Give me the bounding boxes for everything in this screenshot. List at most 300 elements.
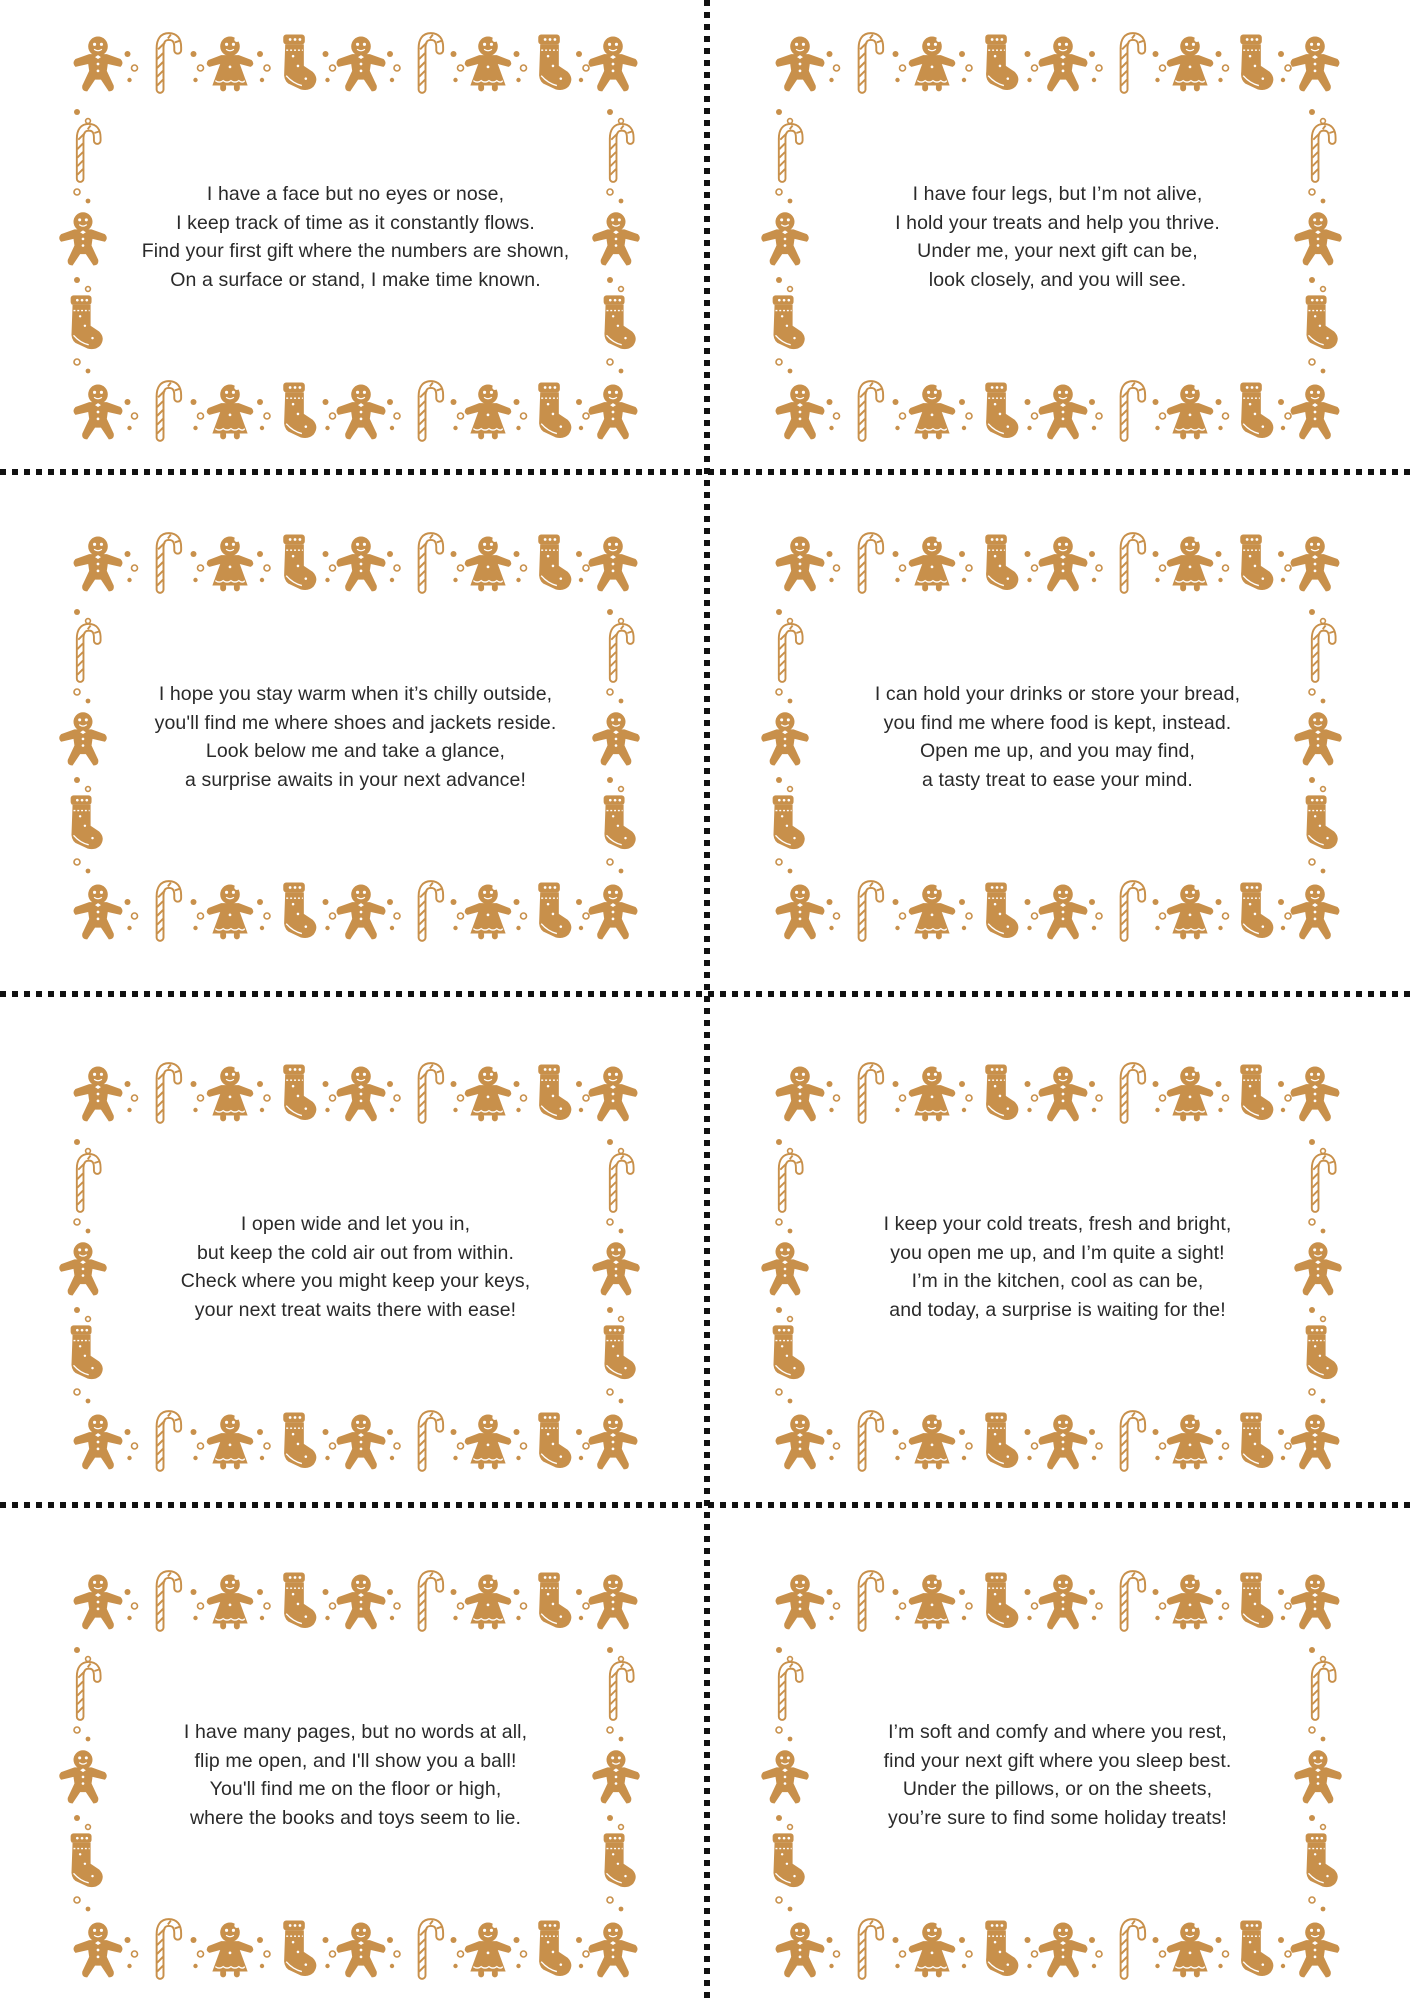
candy-cane-icon (1121, 383, 1145, 438)
dot-icon (193, 1456, 197, 1460)
stocking-cookie-icon (538, 35, 571, 90)
dot-icon (86, 1399, 91, 1404)
gingerbread-man-icon (776, 537, 825, 592)
dot-icon (619, 1149, 624, 1154)
dot-icon (1281, 1616, 1285, 1620)
dot-icon (583, 565, 589, 571)
dot-icon (1096, 1095, 1102, 1101)
dot-icon (74, 689, 80, 695)
dot-icon (1223, 413, 1229, 419)
gingerbread-man-icon (74, 1067, 123, 1122)
dot-icon (516, 426, 520, 430)
dot-icon (1216, 1937, 1222, 1943)
gingerbread-man-icon (337, 537, 386, 592)
candy-cane-icon (859, 535, 883, 590)
dot-icon (1285, 913, 1291, 919)
dot-icon (1309, 777, 1315, 783)
dot-icon (323, 399, 329, 405)
riddle-text: I open wide and let you in, but keep the cold air out from within. Check where you might keep your keys, your next treat waits there with ease! (180, 1213, 531, 1321)
stocking-cookie-icon (538, 1573, 571, 1628)
dot-icon (1285, 1603, 1291, 1609)
dot-icon (125, 899, 131, 905)
gingerbread-man-icon (1039, 1415, 1088, 1470)
dot-icon (607, 1727, 613, 1733)
dot-icon (959, 1589, 965, 1595)
dot-icon (579, 1456, 583, 1460)
dot-icon (1218, 1456, 1222, 1460)
gingerbread-man-icon (74, 1923, 123, 1978)
dot-icon (458, 1095, 464, 1101)
dot-icon (86, 869, 91, 874)
dot-icon (125, 551, 131, 557)
dot-icon (74, 1815, 80, 1821)
gingerbread-man-icon (1294, 1242, 1342, 1295)
dot-icon (74, 277, 80, 283)
dot-icon (1160, 1443, 1166, 1449)
riddle-text: I have many pages, but no words at all, flip me open, and I'll show you a ball! You'll find me on the floor or high, where the books and toys seem to lie. (183, 1721, 528, 1829)
gingerbread-man-icon (1291, 37, 1340, 92)
dot-icon (579, 1964, 583, 1968)
dot-icon (193, 578, 197, 582)
dot-icon (619, 1737, 624, 1742)
gingerbread-man-icon (1291, 385, 1340, 440)
stocking-cookie-icon (604, 295, 636, 349)
dot-icon (330, 1603, 336, 1609)
dot-icon (1321, 1317, 1326, 1322)
dot-icon (198, 913, 204, 919)
gingerbread-girl-icon (207, 1415, 254, 1470)
dot-icon (1089, 1429, 1095, 1435)
dot-icon (132, 1603, 138, 1609)
dot-icon (966, 565, 972, 571)
dot-icon (576, 1429, 582, 1435)
dot-icon (330, 65, 336, 71)
gingerbread-girl-icon (909, 537, 956, 592)
dot-icon (1155, 426, 1159, 430)
dot-icon (959, 51, 965, 57)
gingerbread-man-icon (776, 885, 825, 940)
dot-icon (521, 913, 527, 919)
dot-icon (453, 926, 457, 930)
dot-icon (86, 1229, 91, 1234)
stocking-cookie-icon (1240, 1413, 1273, 1468)
dot-icon (776, 859, 782, 865)
candy-cane-icon (610, 125, 633, 178)
candy-cane-icon (419, 35, 443, 90)
gingerbread-man-icon (589, 37, 638, 92)
dot-icon (125, 1589, 131, 1595)
dot-icon (387, 1937, 393, 1943)
dot-icon (86, 619, 91, 624)
dot-icon (453, 78, 457, 82)
dot-icon (579, 78, 583, 82)
dot-icon (619, 369, 624, 374)
candy-cane-icon (77, 625, 100, 678)
dot-icon (1218, 926, 1222, 930)
stocking-cookie-icon (1240, 383, 1273, 438)
dot-icon (193, 426, 197, 430)
dot-icon (325, 926, 329, 930)
candy-cane-icon (779, 1663, 802, 1716)
candy-cane-icon (859, 383, 883, 438)
dot-icon (1309, 689, 1315, 695)
candy-cane-icon (157, 1573, 181, 1628)
dot-icon (829, 926, 833, 930)
dot-icon (514, 1081, 520, 1087)
stocking-cookie-icon (538, 1065, 571, 1120)
stocking-cookie-icon (1240, 1065, 1273, 1120)
dot-icon (330, 1443, 336, 1449)
dot-icon (1321, 1825, 1326, 1830)
dot-icon (776, 777, 782, 783)
dot-icon (330, 1951, 336, 1957)
candy-cane-icon (859, 1413, 883, 1468)
dot-icon (1285, 413, 1291, 419)
dot-icon (260, 578, 264, 582)
gingerbread-man-icon (761, 212, 809, 265)
gingerbread-man-icon (59, 1750, 107, 1803)
dot-icon (1025, 1937, 1031, 1943)
dot-icon (394, 1603, 400, 1609)
dot-icon (521, 1443, 527, 1449)
candy-cane-icon (1312, 1663, 1335, 1716)
gingerbread-man-icon (589, 1067, 638, 1122)
dot-icon (619, 199, 624, 204)
dot-icon (74, 1897, 80, 1903)
dot-icon (1153, 1081, 1159, 1087)
dot-icon (74, 109, 80, 115)
dot-icon (583, 1603, 589, 1609)
gingerbread-girl-icon (465, 1923, 512, 1978)
gingerbread-man-icon (589, 885, 638, 940)
dot-icon (451, 51, 457, 57)
dot-icon (900, 1095, 906, 1101)
dot-icon (1096, 413, 1102, 419)
dot-icon (325, 1108, 329, 1112)
gingerbread-man-icon (1039, 537, 1088, 592)
dot-icon (1027, 1616, 1031, 1620)
dot-icon (458, 565, 464, 571)
riddle-card-3 (68, 532, 643, 942)
dot-icon (788, 369, 793, 374)
dot-icon (191, 551, 197, 557)
dot-icon (1321, 1229, 1326, 1234)
riddle-text: I have a face but no eyes or nose, I keep track of time as it constantly flows. Find your first gift where the numbers are shown, On a surface or stand, I make time known. (141, 183, 570, 291)
dot-icon (619, 287, 624, 292)
gingerbread-girl-icon (465, 1575, 512, 1630)
dot-icon (1321, 1657, 1326, 1662)
dot-icon (619, 869, 624, 874)
dot-icon (788, 1825, 793, 1830)
candy-cane-icon (157, 535, 181, 590)
gingerbread-man-icon (1039, 1067, 1088, 1122)
gingerbread-man-icon (1291, 1575, 1340, 1630)
stocking-cookie-icon (773, 295, 805, 349)
dot-icon (895, 578, 899, 582)
dot-icon (1089, 1589, 1095, 1595)
dot-icon (607, 777, 613, 783)
stocking-cookie-icon (1306, 1833, 1338, 1887)
dot-icon (191, 51, 197, 57)
dot-icon (1218, 1108, 1222, 1112)
stocking-cookie-icon (538, 383, 571, 438)
dot-icon (198, 1095, 204, 1101)
dot-icon (451, 551, 457, 557)
dot-icon (257, 1429, 263, 1435)
dot-icon (1321, 787, 1326, 792)
gingerbread-man-icon (74, 885, 123, 940)
stocking-cookie-icon (604, 795, 636, 849)
gingerbread-man-icon (337, 1415, 386, 1470)
dot-icon (962, 926, 966, 930)
dot-icon (576, 1589, 582, 1595)
dot-icon (607, 1389, 613, 1395)
dot-icon (193, 1964, 197, 1968)
dot-icon (900, 1443, 906, 1449)
dot-icon (1155, 1964, 1159, 1968)
dot-icon (1281, 1964, 1285, 1968)
stocking-cookie-icon (985, 1065, 1018, 1120)
dot-icon (323, 1589, 329, 1595)
dot-icon (1025, 899, 1031, 905)
dot-icon (966, 1951, 972, 1957)
dot-icon (127, 1456, 131, 1460)
dot-icon (1092, 1456, 1096, 1460)
dot-icon (330, 913, 336, 919)
riddle-card-5 (68, 1062, 643, 1472)
candy-cane-icon (1121, 35, 1145, 90)
candy-cane-icon (1312, 1155, 1335, 1208)
dot-icon (576, 1937, 582, 1943)
dot-icon (264, 1095, 270, 1101)
gingerbread-man-icon (74, 37, 123, 92)
dot-icon (521, 1951, 527, 1957)
dot-icon (74, 1307, 80, 1313)
dot-icon (583, 913, 589, 919)
gingerbread-girl-icon (909, 885, 956, 940)
dot-icon (74, 1727, 80, 1733)
dot-icon (1223, 913, 1229, 919)
gingerbread-girl-icon (1167, 885, 1214, 940)
dot-icon (1160, 565, 1166, 571)
dot-icon (1155, 1456, 1159, 1460)
stocking-cookie-icon (773, 1325, 805, 1379)
dot-icon (458, 65, 464, 71)
dot-icon (1032, 913, 1038, 919)
candy-cane-icon (610, 625, 633, 678)
dot-icon (607, 189, 613, 195)
stocking-cookie-icon (283, 1921, 316, 1976)
dot-icon (579, 426, 583, 430)
dot-icon (127, 1616, 131, 1620)
dot-icon (264, 1443, 270, 1449)
gingerbread-man-icon (776, 1575, 825, 1630)
candy-cane-icon (779, 625, 802, 678)
dot-icon (514, 399, 520, 405)
dot-icon (827, 1937, 833, 1943)
dot-icon (264, 413, 270, 419)
dot-icon (1281, 426, 1285, 430)
dot-icon (966, 65, 972, 71)
dot-icon (1223, 565, 1229, 571)
dot-icon (86, 1737, 91, 1742)
dot-icon (516, 1108, 520, 1112)
gingerbread-man-icon (1294, 1750, 1342, 1803)
dot-icon (1032, 1443, 1038, 1449)
gingerbread-man-icon (589, 1923, 638, 1978)
dot-icon (453, 578, 457, 582)
dot-icon (458, 1443, 464, 1449)
dot-icon (895, 1964, 899, 1968)
candy-cane-icon (1121, 1921, 1145, 1976)
dot-icon (1281, 926, 1285, 930)
dot-icon (829, 426, 833, 430)
dot-icon (86, 1825, 91, 1830)
gingerbread-man-icon (74, 1575, 123, 1630)
dot-icon (516, 1964, 520, 1968)
dot-icon (788, 1399, 793, 1404)
stocking-cookie-icon (1240, 1573, 1273, 1628)
stocking-cookie-icon (283, 1413, 316, 1468)
dot-icon (1216, 899, 1222, 905)
gingerbread-girl-icon (909, 1067, 956, 1122)
dot-icon (607, 1307, 613, 1313)
dot-icon (583, 1443, 589, 1449)
dot-icon (1160, 1951, 1166, 1957)
dot-icon (607, 109, 613, 115)
candy-cane-icon (419, 1573, 443, 1628)
stocking-cookie-icon (985, 535, 1018, 590)
dot-icon (198, 1443, 204, 1449)
dot-icon (788, 1317, 793, 1322)
riddle-card-7 (68, 1570, 643, 1980)
gingerbread-man-icon (1039, 1923, 1088, 1978)
dot-icon (264, 1603, 270, 1609)
dot-icon (1309, 859, 1315, 865)
dot-icon (191, 1937, 197, 1943)
gingerbread-man-icon (337, 385, 386, 440)
dot-icon (1096, 65, 1102, 71)
dot-icon (788, 1657, 793, 1662)
dot-icon (1153, 1429, 1159, 1435)
stocking-cookie-icon (604, 1325, 636, 1379)
dot-icon (1309, 1727, 1315, 1733)
gingerbread-girl-icon (207, 1923, 254, 1978)
dot-icon (1278, 51, 1284, 57)
dot-icon (619, 1657, 624, 1662)
dot-icon (966, 1603, 972, 1609)
dot-icon (827, 899, 833, 905)
dot-icon (959, 551, 965, 557)
dot-icon (619, 1825, 624, 1830)
stocking-cookie-icon (1240, 35, 1273, 90)
riddle-text: I hope you stay warm when it’s chilly outside, you'll find me where shoes and jackets reside. Look below me and take a glance, a surprise awaits in your next advance! (154, 683, 557, 791)
dot-icon (893, 1589, 899, 1595)
candy-cane-icon (779, 125, 802, 178)
dot-icon (325, 1616, 329, 1620)
candy-cane-icon (1312, 625, 1335, 678)
dot-icon (330, 1095, 336, 1101)
dot-icon (86, 1317, 91, 1322)
gingerbread-girl-icon (207, 885, 254, 940)
dot-icon (776, 277, 782, 283)
dot-icon (788, 1907, 793, 1912)
dot-icon (1278, 399, 1284, 405)
dot-icon (827, 51, 833, 57)
stocking-cookie-icon (71, 295, 103, 349)
dot-icon (86, 119, 91, 124)
dot-icon (325, 578, 329, 582)
dot-icon (1321, 869, 1326, 874)
gingerbread-girl-icon (465, 537, 512, 592)
dot-icon (829, 1456, 833, 1460)
dot-icon (959, 899, 965, 905)
dot-icon (132, 1095, 138, 1101)
dot-icon (583, 1951, 589, 1957)
dot-icon (260, 426, 264, 430)
dot-icon (1160, 1603, 1166, 1609)
gingerbread-girl-icon (465, 885, 512, 940)
gingerbread-girl-icon (207, 385, 254, 440)
dot-icon (86, 199, 91, 204)
dot-icon (893, 551, 899, 557)
gingerbread-girl-icon (207, 1067, 254, 1122)
dot-icon (387, 399, 393, 405)
dot-icon (1092, 426, 1096, 430)
dot-icon (394, 1443, 400, 1449)
gingerbread-girl-icon (909, 385, 956, 440)
dot-icon (834, 413, 840, 419)
dot-icon (619, 787, 624, 792)
candy-cane-icon (77, 1663, 100, 1716)
dot-icon (1160, 913, 1166, 919)
dot-icon (451, 1589, 457, 1595)
dot-icon (330, 413, 336, 419)
gingerbread-girl-icon (909, 1575, 956, 1630)
dot-icon (394, 1095, 400, 1101)
dot-icon (1032, 413, 1038, 419)
dot-icon (260, 1108, 264, 1112)
gingerbread-man-icon (74, 1415, 123, 1470)
gingerbread-man-icon (592, 1242, 640, 1295)
gingerbread-man-icon (337, 1067, 386, 1122)
dot-icon (458, 1603, 464, 1609)
dot-icon (829, 1964, 833, 1968)
gingerbread-man-icon (337, 37, 386, 92)
dot-icon (458, 413, 464, 419)
dot-icon (776, 1389, 782, 1395)
dot-icon (962, 1108, 966, 1112)
dot-icon (1218, 426, 1222, 430)
dot-icon (521, 1603, 527, 1609)
dot-icon (619, 119, 624, 124)
gingerbread-man-icon (74, 385, 123, 440)
dot-icon (394, 913, 400, 919)
stocking-cookie-icon (538, 535, 571, 590)
dot-icon (260, 78, 264, 82)
dot-icon (1153, 551, 1159, 557)
dot-icon (1309, 1307, 1315, 1313)
candy-cane-icon (859, 1065, 883, 1120)
dot-icon (1025, 1589, 1031, 1595)
dot-icon (1096, 1603, 1102, 1609)
dot-icon (257, 899, 263, 905)
dot-icon (1285, 1443, 1291, 1449)
stocking-cookie-icon (283, 535, 316, 590)
dot-icon (86, 1907, 91, 1912)
dot-icon (74, 1389, 80, 1395)
dot-icon (132, 413, 138, 419)
